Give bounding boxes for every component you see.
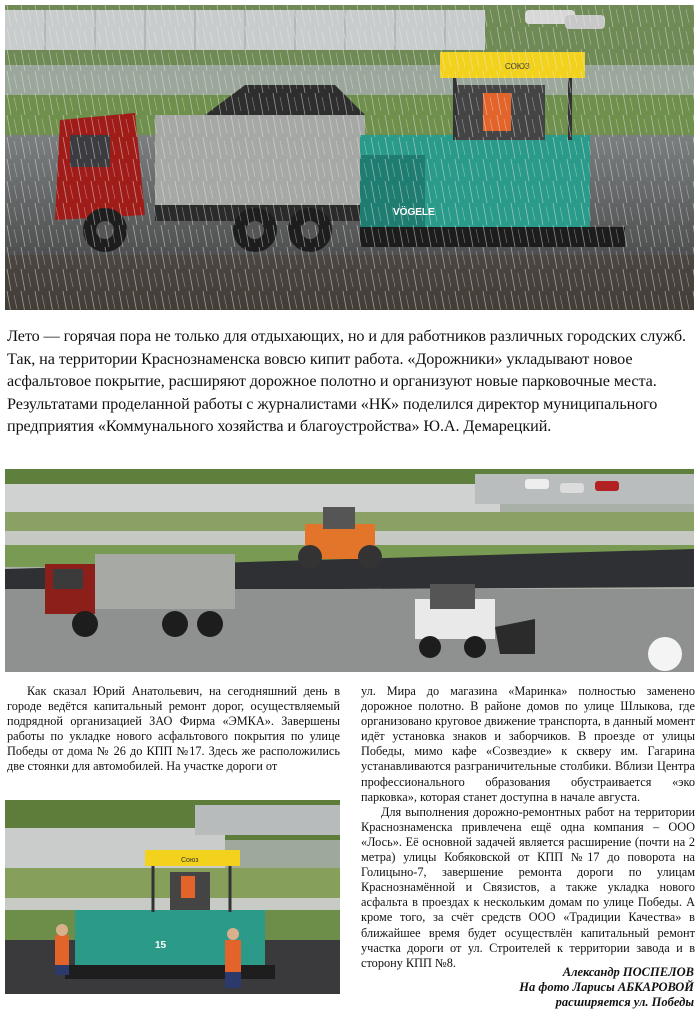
paver-number: 15 <box>155 940 167 951</box>
parking-lot <box>195 805 340 835</box>
lead-paragraph <box>7 325 697 438</box>
rain-overlay <box>5 5 694 310</box>
article-column-left <box>7 684 340 775</box>
lead-line: Результатами проделанной работы с журналистами «НК» поделился директор муниципального <box>7 394 658 413</box>
photo-caption: расширяется ул. Победы <box>555 995 694 1009</box>
article-paragraph: ул. Мира до магазина «Маринка» полностью заменено дорожное полотно. В районе домов по улице Шлыкова, где организовано круговое движение транспорта, в данный момент идёт установка знаков и заборчиков. В проезде от улицы Победы, мимо кафе «Созвездие» к скверу им. Гагарина устанавливаются разграничительные столбики. Вблизи Центра профессионального образования обустраивается «эко парковка», которая станет доступна в начале августа. <box>361 684 695 804</box>
worker-left <box>55 924 69 975</box>
roof-text: Союз <box>181 857 199 864</box>
photo-top-drawing <box>5 5 694 310</box>
parked-car <box>595 481 619 491</box>
street-lamp-globe <box>648 637 682 671</box>
photo-credit: На фото Ларисы АБКАРОВОЙ <box>519 980 694 994</box>
parking-lot <box>475 474 694 504</box>
lead-line: асфальтовое покрытие, расширяют дорожное полотно и организуют новые парковочные места. <box>7 372 657 390</box>
photo-paver-with-workers <box>5 800 340 994</box>
article-paragraph: Как сказал Юрий Анатольевич, на сегодняшний день в городе ведётся капитальный ремонт дорог, осуществляемый подрядной организацией ЗАО Фирма «ЭМКА». Завершены работы по укладке нового асфальтового покрытия по улице Победы от дома № 26 до КПП №17. Здесь же расположились две стоянки для автомобилей. На участке дороги от <box>7 684 340 774</box>
lead-line: Так, на территории Краснознаменска вовсю кипит работа. «Дорожники» укладывают новое <box>7 349 633 368</box>
photo-road-works-overview <box>5 469 694 672</box>
byline <box>364 965 694 1010</box>
photo-truck-and-paver-rain <box>5 5 694 310</box>
parked-car <box>525 479 549 489</box>
article-column-right <box>361 684 695 971</box>
article-paragraph: Для выполнения дорожно-ремонтных работ на территории Краснознаменска привлечена ещё одна компания – ООО «Лось». Её основной задачей является расширение (почти на 2 метра) улицы Кобяковской от КПП №17 до поворота на Голицыно-7, завершение ремонта дороги по улицам Краснознамённой и Связистов, а также укладка нового асфальта в проездах к нескольким домам по улице Победы. А кроме того, за счёт средств ООО «Традиции Качества» в ближайшее время будет осуществлён капитальный ремонт участка дороги от ул. Строителей к территории завода и в сторону КПП №8. <box>361 804 695 970</box>
photo-mid-drawing <box>5 469 694 672</box>
fence <box>5 484 500 512</box>
parked-car <box>560 483 584 493</box>
lead-line: Лето — горячая пора не только для отдыхающих, но и для работников различных городских служб. <box>7 327 686 345</box>
lead-line: предприятия «Коммунального хозяйства и благоустройства» Ю.А. Демарецкий. <box>7 417 552 435</box>
author-name: Александр ПОСПЕЛОВ <box>562 965 694 979</box>
photo-small-drawing <box>5 800 340 994</box>
